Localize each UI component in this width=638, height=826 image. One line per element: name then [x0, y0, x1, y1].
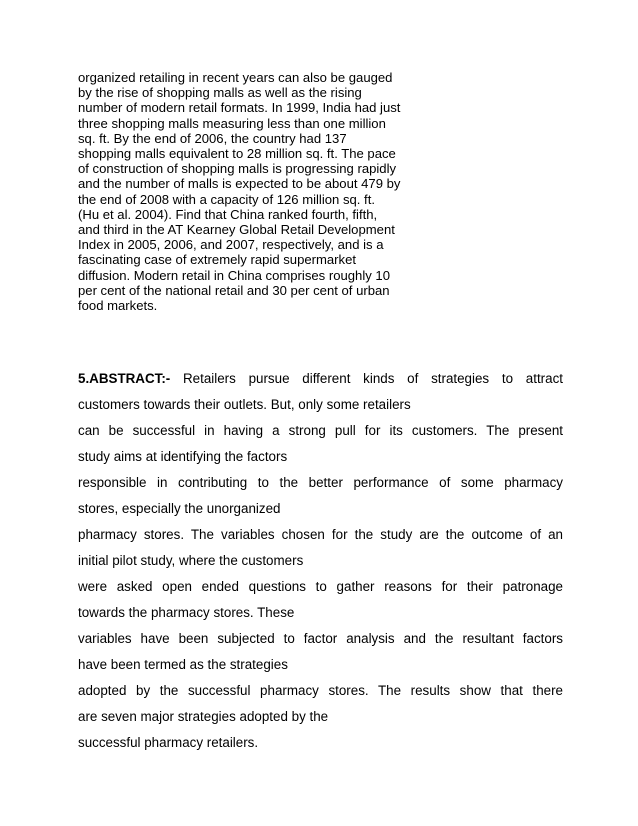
- abstract-line: have been termed as the strategies: [78, 657, 288, 672]
- paragraph-line: diffusion. Modern retail in China comprises roughly 10: [78, 267, 390, 283]
- abstract-line: are seven major strategies adopted by the: [78, 709, 329, 724]
- paragraph-line: per cent of the national retail and 30 per cent of urban: [78, 282, 390, 298]
- paragraph-line: Index in 2005, 2006, and 2007, respectively, and is a: [78, 237, 384, 253]
- abstract-line: adopted by the successful pharmacy stores. The results show that there: [78, 683, 563, 698]
- paragraph-line: by the rise of shopping malls as well as the rising: [78, 85, 362, 101]
- paragraph-line: three shopping malls measuring less than one million: [78, 115, 386, 131]
- paragraph-line: food markets.: [78, 298, 158, 314]
- paragraph-line: of construction of shopping malls is progressing rapidly: [78, 161, 397, 177]
- abstract-line: variables have been subjected to factor analysis and the resultant factors: [78, 631, 563, 646]
- abstract-line: stores, especially the unorganized: [78, 501, 281, 516]
- paragraph-line: shopping malls equivalent to 28 million sq. ft. The pace: [78, 146, 396, 162]
- paragraph-line: and the number of malls is expected to be about 479 by: [78, 176, 401, 192]
- paragraph-line: fascinating case of extremely rapid supermarket: [78, 252, 357, 268]
- paragraph-line: sq. ft. By the end of 2006, the country had 137: [78, 130, 347, 146]
- abstract-line: responsible in contributing to the better performance of some pharmacy: [78, 475, 563, 490]
- paragraph-line: (Hu et al. 2004). Find that China ranked fourth, fifth,: [78, 206, 378, 222]
- abstract-line: can be successful in having a strong pull for its customers. The present: [78, 423, 563, 438]
- abstract-line: towards the pharmacy stores. These: [78, 605, 295, 620]
- paragraph-line: number of modern retail formats. In 1999, India had just: [78, 100, 401, 116]
- abstract-line: initial pilot study, where the customers: [78, 553, 304, 568]
- abstract-first-line: [78, 366, 563, 392]
- abstract-line: study aims at identifying the factors: [78, 449, 288, 464]
- abstract-line: were asked open ended questions to gather reasons for their patronage: [78, 579, 563, 594]
- abstract-line: successful pharmacy retailers.: [78, 735, 259, 750]
- paragraph-line: and third in the AT Kearney Global Retail Development: [78, 222, 395, 238]
- paragraph-line: the end of 2008 with a capacity of 126 million sq. ft.: [78, 191, 375, 207]
- paragraph-line: organized retailing in recent years can also be gauged: [78, 70, 393, 85]
- abstract-line: customers towards their outlets. But, only some retailers: [78, 397, 411, 412]
- abstract-section: [78, 366, 563, 756]
- abstract-line: pharmacy stores. The variables chosen for the study are the outcome of an: [78, 527, 563, 542]
- paragraph-retail-growth: [78, 70, 498, 313]
- abstract-text: Retailers pursue different kinds of strategies to attract: [183, 371, 563, 386]
- abstract-heading: 5.ABSTRACT:-: [78, 371, 171, 386]
